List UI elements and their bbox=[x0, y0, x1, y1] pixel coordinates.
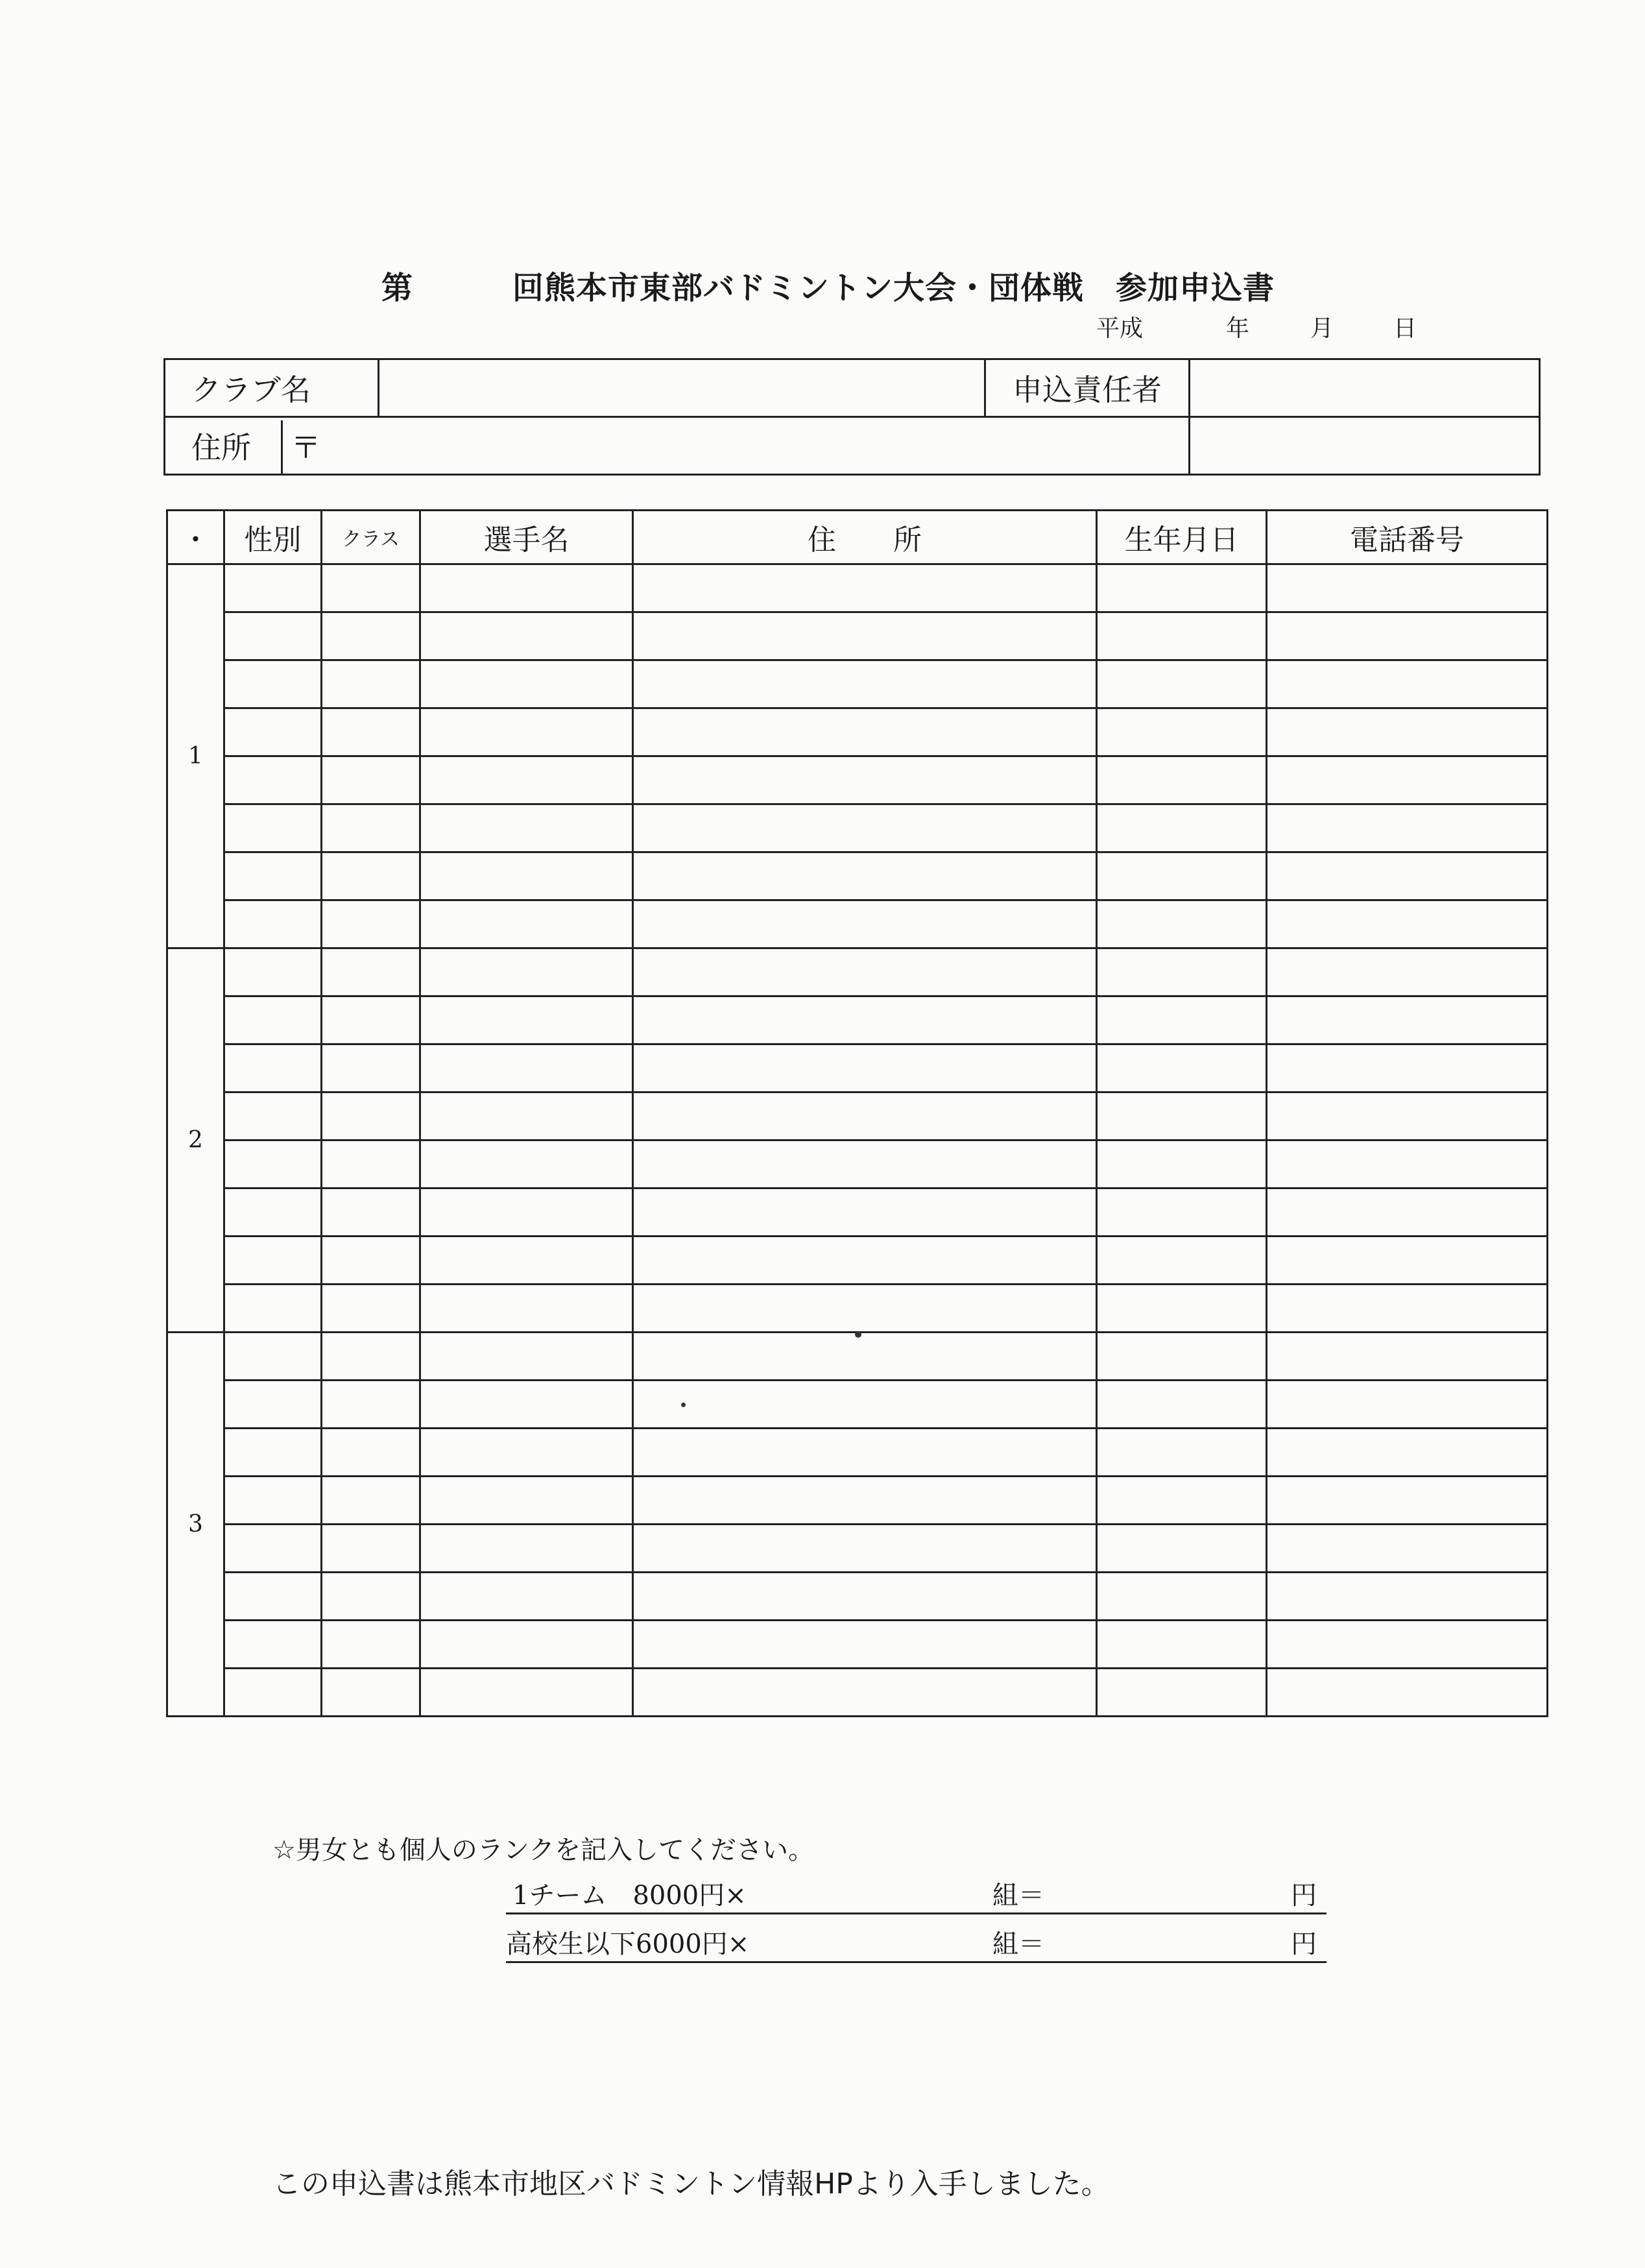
table-row bbox=[167, 852, 1548, 900]
birthdate-cell[interactable] bbox=[1097, 852, 1267, 900]
birthdate-cell[interactable] bbox=[1097, 564, 1267, 612]
phone-cell[interactable] bbox=[1267, 708, 1548, 756]
header-address: 住 所 bbox=[633, 511, 1097, 564]
fee-currency-2: 円 bbox=[1291, 1929, 1317, 1959]
table-row bbox=[167, 804, 1548, 852]
address-cell[interactable] bbox=[633, 1044, 1097, 1092]
birthdate-cell[interactable] bbox=[1097, 1092, 1267, 1140]
table-row bbox=[167, 756, 1548, 804]
phone-cell[interactable] bbox=[1267, 1477, 1548, 1525]
class-cell[interactable] bbox=[322, 948, 420, 996]
address-cell[interactable] bbox=[633, 1333, 1097, 1381]
class-cell[interactable] bbox=[322, 900, 420, 948]
table-row bbox=[167, 1237, 1548, 1285]
birthdate-cell[interactable] bbox=[1097, 1285, 1267, 1333]
phone-cell[interactable] bbox=[1267, 1573, 1548, 1621]
phone-cell[interactable] bbox=[1267, 852, 1548, 900]
address-cell[interactable] bbox=[633, 756, 1097, 804]
table-row bbox=[167, 612, 1548, 660]
player-name-cell[interactable] bbox=[420, 708, 633, 756]
header-player-name: 選手名 bbox=[420, 511, 633, 564]
birthdate-cell[interactable] bbox=[1097, 1525, 1267, 1573]
player-name-cell[interactable] bbox=[420, 1573, 633, 1621]
class-cell[interactable] bbox=[322, 1525, 420, 1573]
address-cell[interactable] bbox=[633, 708, 1097, 756]
phone-cell[interactable] bbox=[1267, 1140, 1548, 1188]
birthdate-cell[interactable] bbox=[1097, 1429, 1267, 1477]
player-name-cell[interactable] bbox=[420, 660, 633, 708]
table-row bbox=[167, 1285, 1548, 1333]
address-cell[interactable] bbox=[633, 900, 1097, 948]
birthdate-cell[interactable] bbox=[1097, 708, 1267, 756]
date-era: 平成 bbox=[1096, 315, 1144, 342]
table-row bbox=[167, 948, 1548, 996]
address-cell[interactable] bbox=[633, 612, 1097, 660]
birthdate-cell[interactable] bbox=[1097, 1044, 1267, 1092]
address-cell[interactable] bbox=[633, 1140, 1097, 1188]
address-cell[interactable] bbox=[633, 996, 1097, 1044]
birthdate-cell[interactable] bbox=[1097, 756, 1267, 804]
player-name-cell[interactable] bbox=[420, 996, 633, 1044]
birthdate-cell[interactable] bbox=[1097, 1477, 1267, 1525]
class-cell[interactable] bbox=[322, 1381, 420, 1429]
team-number: 3 bbox=[167, 1333, 224, 1717]
class-cell[interactable] bbox=[322, 1092, 420, 1140]
gender-cell[interactable] bbox=[224, 1044, 322, 1092]
address-cell[interactable] bbox=[633, 1188, 1097, 1237]
roster-body bbox=[167, 511, 1548, 1717]
table-row bbox=[167, 1477, 1548, 1525]
gender-cell[interactable] bbox=[224, 756, 322, 804]
gender-cell[interactable] bbox=[224, 852, 322, 900]
rank-note: ☆男女とも個人のランクを記入してください。 bbox=[272, 1835, 815, 1865]
phone-cell[interactable] bbox=[1267, 1525, 1548, 1573]
player-name-cell[interactable] bbox=[420, 1140, 633, 1188]
gender-cell[interactable] bbox=[224, 564, 322, 612]
scan-speck bbox=[855, 1331, 861, 1338]
fee-unit-2: 組＝ bbox=[992, 1929, 1044, 1959]
birthdate-cell[interactable] bbox=[1097, 1237, 1267, 1285]
address-cell[interactable] bbox=[633, 1429, 1097, 1477]
player-name-cell[interactable] bbox=[420, 1381, 633, 1429]
gender-cell[interactable] bbox=[224, 1525, 322, 1573]
phone-cell[interactable] bbox=[1267, 1285, 1548, 1333]
header-gender: 性別 bbox=[224, 511, 322, 564]
player-name-cell[interactable] bbox=[420, 1285, 633, 1333]
team-number: 1 bbox=[167, 564, 224, 948]
gender-cell[interactable] bbox=[224, 1092, 322, 1140]
fee-line-1 bbox=[506, 1875, 1327, 1920]
gender-cell[interactable] bbox=[224, 1429, 322, 1477]
table-row bbox=[167, 660, 1548, 708]
class-cell[interactable] bbox=[322, 1669, 420, 1717]
class-cell[interactable] bbox=[322, 1573, 420, 1621]
player-name-cell[interactable] bbox=[420, 900, 633, 948]
gender-cell[interactable] bbox=[224, 660, 322, 708]
applicant-field[interactable] bbox=[1190, 359, 1540, 417]
address-label: 住所 bbox=[191, 430, 251, 465]
birthdate-cell[interactable] bbox=[1097, 612, 1267, 660]
applicant-label: 申込責任者 bbox=[985, 359, 1190, 417]
phone-cell[interactable] bbox=[1267, 612, 1548, 660]
phone-cell[interactable] bbox=[1267, 1669, 1548, 1717]
gender-cell[interactable] bbox=[224, 1477, 322, 1525]
gender-cell[interactable] bbox=[224, 1573, 322, 1621]
roster-table bbox=[166, 509, 1548, 1717]
gender-cell[interactable] bbox=[224, 1333, 322, 1381]
birthdate-cell[interactable] bbox=[1097, 804, 1267, 852]
class-cell[interactable] bbox=[322, 660, 420, 708]
address-cell[interactable] bbox=[633, 564, 1097, 612]
player-name-cell[interactable] bbox=[420, 1333, 633, 1381]
address-cell[interactable] bbox=[633, 1525, 1097, 1573]
phone-cell[interactable] bbox=[1267, 1237, 1548, 1285]
player-name-cell[interactable] bbox=[420, 804, 633, 852]
club-info-table bbox=[163, 358, 1541, 476]
class-cell[interactable] bbox=[322, 1333, 420, 1381]
table-row bbox=[167, 564, 1548, 612]
player-name-cell[interactable] bbox=[420, 1188, 633, 1237]
class-cell[interactable] bbox=[322, 708, 420, 756]
gender-cell[interactable] bbox=[224, 1621, 322, 1669]
address-cell[interactable] bbox=[633, 1621, 1097, 1669]
birthdate-cell[interactable] bbox=[1097, 1333, 1267, 1381]
player-name-cell[interactable] bbox=[420, 1621, 633, 1669]
player-name-cell[interactable] bbox=[420, 1237, 633, 1285]
class-cell[interactable] bbox=[322, 996, 420, 1044]
player-name-cell[interactable] bbox=[420, 756, 633, 804]
date-month: 月 bbox=[1310, 315, 1334, 342]
club-name-field[interactable] bbox=[379, 359, 985, 417]
table-row bbox=[167, 1381, 1548, 1429]
fee-currency-1: 円 bbox=[1291, 1881, 1317, 1911]
table-row bbox=[167, 1669, 1548, 1717]
title-main: 回熊本市東部バドミントン大会・団体戦 参加申込書 bbox=[512, 270, 1275, 306]
player-name-cell[interactable] bbox=[420, 612, 633, 660]
birthdate-cell[interactable] bbox=[1097, 1140, 1267, 1188]
gender-cell[interactable] bbox=[224, 900, 322, 948]
class-cell[interactable] bbox=[322, 564, 420, 612]
class-cell[interactable] bbox=[322, 1621, 420, 1669]
gender-cell[interactable] bbox=[224, 996, 322, 1044]
address-cell[interactable] bbox=[633, 852, 1097, 900]
class-cell[interactable] bbox=[322, 852, 420, 900]
address-cell[interactable] bbox=[633, 660, 1097, 708]
player-name-cell[interactable] bbox=[420, 852, 633, 900]
gender-cell[interactable] bbox=[224, 1188, 322, 1237]
fee-item-1: 1チーム 8000円× bbox=[512, 1881, 747, 1911]
form-title bbox=[0, 256, 1645, 315]
address-cell[interactable] bbox=[633, 1285, 1097, 1333]
class-cell[interactable] bbox=[322, 1044, 420, 1092]
date-day: 日 bbox=[1393, 315, 1417, 342]
team-number: 2 bbox=[167, 948, 224, 1333]
class-cell[interactable] bbox=[322, 1477, 420, 1525]
address-cell[interactable] bbox=[633, 1237, 1097, 1285]
address-cell[interactable] bbox=[633, 1381, 1097, 1429]
player-name-cell[interactable] bbox=[420, 1525, 633, 1573]
phone-cell[interactable] bbox=[1267, 1429, 1548, 1477]
birthdate-cell[interactable] bbox=[1097, 1573, 1267, 1621]
gender-cell[interactable] bbox=[224, 1285, 322, 1333]
table-row bbox=[167, 1429, 1548, 1477]
postal-mark: 〒 bbox=[291, 430, 321, 465]
header-phone: 電話番号 bbox=[1267, 511, 1548, 564]
phone-cell[interactable] bbox=[1267, 756, 1548, 804]
address-cell[interactable] bbox=[633, 1477, 1097, 1525]
address-cell[interactable] bbox=[633, 1573, 1097, 1621]
gender-cell[interactable] bbox=[224, 612, 322, 660]
table-row bbox=[167, 1092, 1548, 1140]
table-row bbox=[167, 1044, 1548, 1092]
birthdate-cell[interactable] bbox=[1097, 1381, 1267, 1429]
phone-cell[interactable] bbox=[1267, 996, 1548, 1044]
player-name-cell[interactable] bbox=[420, 1477, 633, 1525]
address-cell[interactable] bbox=[633, 1669, 1097, 1717]
class-cell[interactable] bbox=[322, 1429, 420, 1477]
birthdate-cell[interactable] bbox=[1097, 996, 1267, 1044]
phone-cell[interactable] bbox=[1267, 1044, 1548, 1092]
fee-unit-1: 組＝ bbox=[992, 1881, 1044, 1911]
header-birthdate: 生年月日 bbox=[1097, 511, 1267, 564]
source-footer: この申込書は熊本市地区バドミントン情報HPより入手しました。 bbox=[272, 2167, 1110, 2201]
date-year: 年 bbox=[1226, 315, 1250, 342]
gender-cell[interactable] bbox=[224, 708, 322, 756]
class-cell[interactable] bbox=[322, 1285, 420, 1333]
player-name-cell[interactable] bbox=[420, 1429, 633, 1477]
class-cell[interactable] bbox=[322, 1188, 420, 1237]
gender-cell[interactable] bbox=[224, 1140, 322, 1188]
address-label-cell bbox=[165, 417, 379, 475]
birthdate-cell[interactable] bbox=[1097, 1621, 1267, 1669]
phone-cell[interactable] bbox=[1267, 804, 1548, 852]
birthdate-cell[interactable] bbox=[1097, 660, 1267, 708]
address-field[interactable] bbox=[291, 417, 1190, 475]
player-name-cell[interactable] bbox=[420, 948, 633, 996]
class-cell[interactable] bbox=[322, 756, 420, 804]
gender-cell[interactable] bbox=[224, 1237, 322, 1285]
player-name-cell[interactable] bbox=[420, 564, 633, 612]
class-cell[interactable] bbox=[322, 1140, 420, 1188]
phone-cell[interactable] bbox=[1267, 564, 1548, 612]
table-row bbox=[167, 708, 1548, 756]
title-prefix: 第 bbox=[381, 270, 413, 306]
header-no: ・ bbox=[167, 511, 224, 564]
player-name-cell[interactable] bbox=[420, 1669, 633, 1717]
table-row bbox=[167, 1525, 1548, 1573]
phone-cell[interactable] bbox=[1267, 948, 1548, 996]
table-row bbox=[167, 1140, 1548, 1188]
phone-cell[interactable] bbox=[1267, 1092, 1548, 1140]
table-row bbox=[167, 1573, 1548, 1621]
birthdate-cell[interactable] bbox=[1097, 1188, 1267, 1237]
phone-cell[interactable] bbox=[1267, 900, 1548, 948]
address-cell[interactable] bbox=[633, 804, 1097, 852]
fee-item-2: 高校生以下6000円× bbox=[506, 1929, 750, 1959]
club-name-label: クラブ名 bbox=[165, 359, 379, 417]
header-class: クラス bbox=[322, 511, 420, 564]
scan-speck bbox=[681, 1403, 686, 1407]
class-cell[interactable] bbox=[322, 804, 420, 852]
class-cell[interactable] bbox=[322, 1237, 420, 1285]
table-row bbox=[167, 900, 1548, 948]
phone-cell[interactable] bbox=[1267, 1381, 1548, 1429]
gender-cell[interactable] bbox=[224, 1669, 322, 1717]
table-row bbox=[167, 1333, 1548, 1381]
table-row bbox=[167, 1621, 1548, 1669]
table-row bbox=[167, 1188, 1548, 1237]
birthdate-cell[interactable] bbox=[1097, 1669, 1267, 1717]
phone-cell[interactable] bbox=[1267, 660, 1548, 708]
table-row bbox=[167, 996, 1548, 1044]
class-cell[interactable] bbox=[322, 612, 420, 660]
birthdate-cell[interactable] bbox=[1097, 900, 1267, 948]
player-name-cell[interactable] bbox=[420, 1044, 633, 1092]
phone-cell[interactable] bbox=[1267, 1621, 1548, 1669]
birthdate-cell[interactable] bbox=[1097, 948, 1267, 996]
player-name-cell[interactable] bbox=[420, 1092, 633, 1140]
address-cell[interactable] bbox=[633, 1092, 1097, 1140]
phone-cell[interactable] bbox=[1267, 1333, 1548, 1381]
address-cell[interactable] bbox=[633, 948, 1097, 996]
address-extra-field[interactable] bbox=[1190, 417, 1540, 475]
gender-cell[interactable] bbox=[224, 948, 322, 996]
phone-cell[interactable] bbox=[1267, 1188, 1548, 1237]
gender-cell[interactable] bbox=[224, 804, 322, 852]
gender-cell[interactable] bbox=[224, 1381, 322, 1429]
fee-line-2 bbox=[506, 1924, 1327, 1969]
